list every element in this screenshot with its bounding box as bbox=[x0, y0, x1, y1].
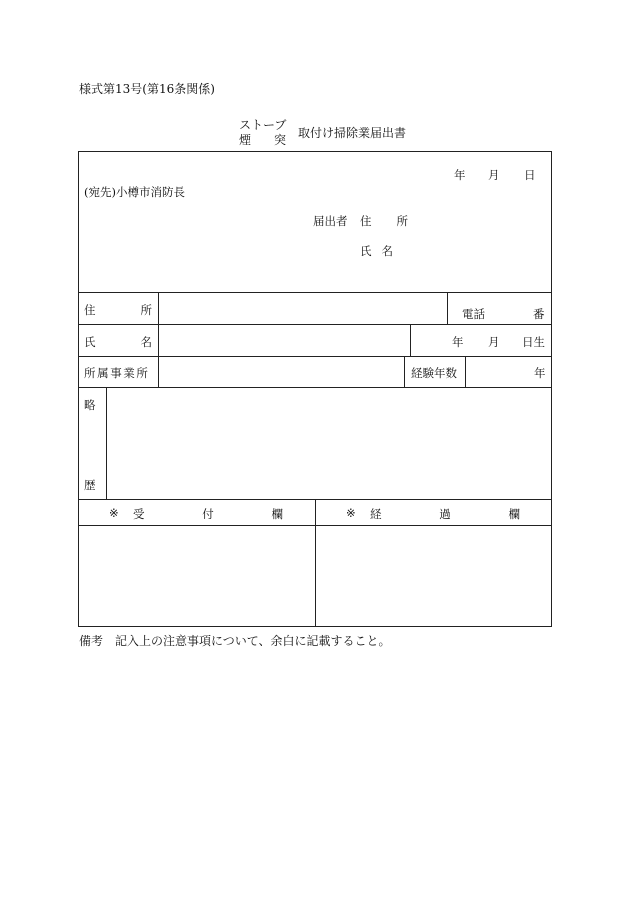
history-label-top: 略 bbox=[84, 398, 96, 412]
divider-phone bbox=[447, 292, 448, 324]
history-label-bottom: 歴 bbox=[84, 478, 96, 492]
title-option-stove: ストーブ bbox=[239, 118, 287, 132]
divider-name bbox=[78, 356, 552, 357]
addressee: (宛先)小樽市消防長 bbox=[84, 185, 185, 199]
reception-header bbox=[133, 506, 283, 522]
submitter-name-label bbox=[360, 243, 393, 259]
table-border-left bbox=[78, 151, 79, 627]
progress-header bbox=[370, 506, 520, 522]
row-name-char-2: 名 bbox=[140, 335, 152, 349]
office-label: 所属事業所 bbox=[84, 366, 150, 380]
submitter-name-char-2: 名 bbox=[381, 244, 393, 258]
note: 備考 記入上の注意事項について、余白に記載すること。 bbox=[79, 634, 391, 648]
divider-address bbox=[78, 324, 552, 325]
divider-experience-left bbox=[404, 356, 405, 387]
row-name-char-1: 氏 bbox=[84, 335, 96, 349]
divider-sections-middle bbox=[315, 499, 316, 627]
title-option-chimney bbox=[239, 131, 286, 148]
birth-year-label: 年 bbox=[452, 335, 464, 349]
divider-label-column bbox=[158, 292, 159, 388]
divider-office bbox=[78, 387, 552, 388]
progress-char-2: 過 bbox=[439, 507, 451, 521]
divider-experience-right bbox=[465, 356, 466, 387]
table-border-top bbox=[78, 151, 552, 152]
experience-label: 経験年数 bbox=[411, 366, 457, 380]
birth-day-label: 日生 bbox=[522, 335, 545, 349]
progress-char-1: 経 bbox=[370, 507, 382, 521]
row-address-label bbox=[84, 302, 152, 318]
reception-char-1: 受 bbox=[133, 507, 145, 521]
submitter-name-char-1: 氏 bbox=[360, 244, 372, 258]
phone-number-suffix: 番 bbox=[533, 307, 545, 321]
date-month-label: 月 bbox=[488, 168, 500, 182]
experience-unit: 年 bbox=[534, 366, 546, 380]
phone-label: 電話 bbox=[462, 307, 485, 321]
date-day-label: 日 bbox=[524, 168, 536, 182]
reception-char-2: 付 bbox=[202, 507, 214, 521]
row-name-label bbox=[84, 334, 152, 350]
row-address-char-2: 所 bbox=[140, 303, 152, 317]
date-year-label: 年 bbox=[454, 168, 466, 182]
table-border-right bbox=[551, 151, 552, 627]
divider-header bbox=[78, 292, 552, 293]
submitter-address-char-1: 住 bbox=[360, 214, 372, 228]
reception-mark: ※ bbox=[109, 506, 119, 520]
birth-month-label: 月 bbox=[488, 335, 500, 349]
title-main: 取付け掃除業届出書 bbox=[298, 126, 407, 140]
progress-char-3: 欄 bbox=[508, 507, 520, 521]
title-chimney-char-2: 突 bbox=[273, 133, 286, 147]
row-address-char-1: 住 bbox=[84, 303, 96, 317]
divider-history-label bbox=[106, 387, 107, 499]
reception-char-3: 欄 bbox=[271, 507, 283, 521]
submitter-address-label bbox=[360, 213, 408, 229]
divider-birth bbox=[410, 324, 411, 356]
submitter-address-char-2: 所 bbox=[396, 214, 408, 228]
form-number: 様式第13号(第16条関係) bbox=[79, 82, 215, 96]
title-chimney-char-1: 煙 bbox=[239, 133, 252, 147]
progress-mark: ※ bbox=[346, 506, 356, 520]
submitter-label: 届出者 bbox=[313, 214, 348, 228]
